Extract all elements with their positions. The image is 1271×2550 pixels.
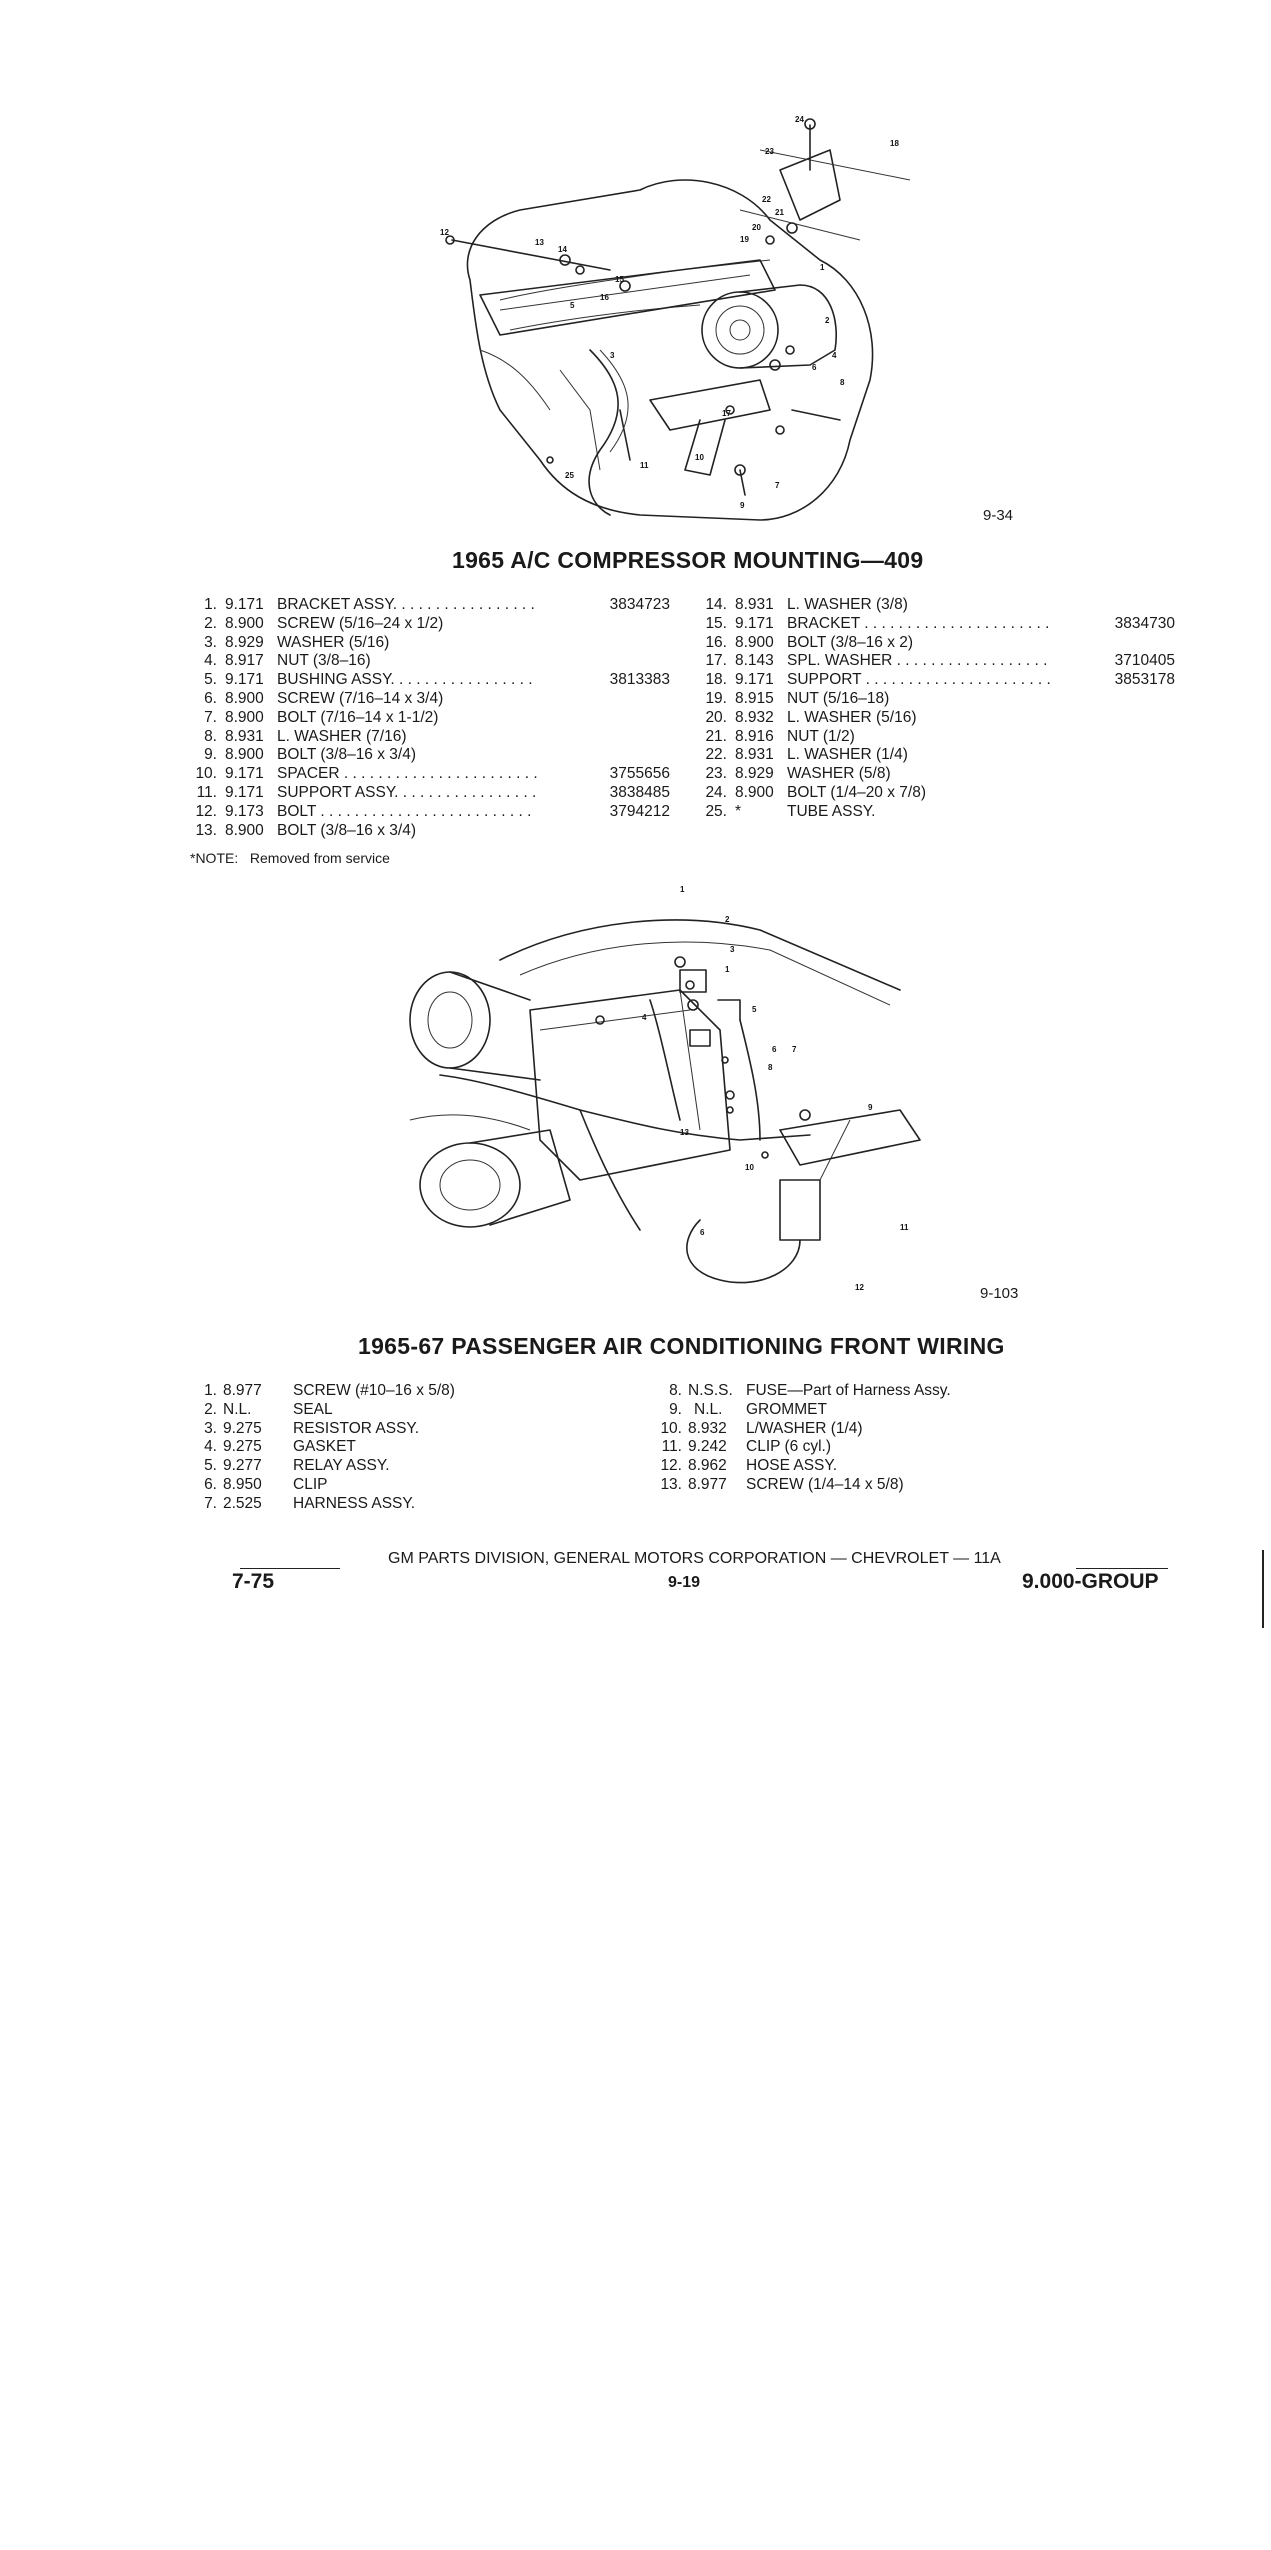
part-row: 16. 8.900 BOLT (3/8–16 x 2) <box>705 633 914 651</box>
part-row: 2. N.L. SEAL <box>204 1400 333 1418</box>
figure-ref-9-103: 9-103 <box>980 1285 1019 1302</box>
part-row: 14. 8.931 L. WASHER (3/8) <box>705 596 908 613</box>
parts-list-right-2 <box>650 1382 1090 1495</box>
part-row: 2. 8.900 SCREW (5/16–24 x 1/2) <box>204 614 444 632</box>
part-row: 11. 9.171 SUPPORT ASSY. . . . . . . . . . . . . . . . . 3838485 <box>196 783 670 801</box>
removed-from-service-note: *NOTE: Removed from service <box>190 850 390 866</box>
callout-1: 1 <box>820 263 825 272</box>
callout-2: 2 <box>825 316 830 325</box>
callout-w6a: 6 <box>772 1045 777 1054</box>
footer-date: 7-75 <box>232 1570 275 1593</box>
part-row: 6. 8.950 CLIP <box>204 1475 328 1493</box>
part-row: 4. 9.275 GASKET <box>204 1438 356 1456</box>
part-row: 9. 8.900 BOLT (3/8–16 x 3/4) <box>204 746 417 764</box>
callout-14: 14 <box>558 245 567 254</box>
part-row: 23. 8.929 WASHER (5/8) <box>705 765 891 783</box>
part-row: 8. N.S.S. FUSE—Part of Harness Assy. <box>669 1382 951 1399</box>
callout-7: 7 <box>775 481 780 490</box>
compressor-mounting-illustration <box>440 110 920 530</box>
footer-division: GM PARTS DIVISION, GENERAL MOTORS CORPORATION — CHEVROLET — 11A <box>388 1550 1001 1567</box>
part-row: 24. 8.900 BOLT (1/4–20 x 7/8) <box>705 783 927 801</box>
callout-13: 13 <box>535 238 544 247</box>
callout-w4: 4 <box>642 1013 647 1022</box>
callout-16: 16 <box>600 293 609 302</box>
part-row: 12. 8.962 HOSE ASSY. <box>660 1457 838 1475</box>
callout-w10: 10 <box>745 1163 754 1172</box>
callout-8: 8 <box>840 378 845 387</box>
callout-15: 15 <box>615 275 624 284</box>
callout-w7: 7 <box>792 1045 797 1054</box>
callout-20: 20 <box>752 223 761 232</box>
callout-w5: 5 <box>752 1005 757 1014</box>
part-row: 8. 8.931 L. WASHER (7/16) <box>204 727 407 745</box>
section-title-compressor-mounting: 1965 A/C COMPRESSOR MOUNTING—409 <box>452 547 924 573</box>
callout-10: 10 <box>695 453 704 462</box>
callout-w13: 13 <box>680 1128 689 1137</box>
callout-w1b: 1 <box>725 965 730 974</box>
parts-list-right-1 <box>695 596 1175 822</box>
part-row: 7. 2.525 HARNESS ASSY. <box>204 1494 416 1512</box>
part-row: 6. 8.900 SCREW (7/16–14 x 3/4) <box>204 689 444 707</box>
part-row: 17. 8.143 SPL. WASHER . . . . . . . . . . . . . . . . . . 3710405 <box>705 652 1175 670</box>
callout-22: 22 <box>762 195 771 204</box>
callout-w12: 12 <box>855 1283 864 1292</box>
part-row: 10. 9.171 SPACER . . . . . . . . . . . . . . . . . . . . . . . 3755656 <box>195 765 670 783</box>
callout-w11: 11 <box>900 1223 909 1232</box>
callout-9: 9 <box>740 501 745 510</box>
callout-6: 6 <box>812 363 817 372</box>
part-row: 21. 8.916 NUT (1/2) <box>705 727 855 745</box>
section-title-front-wiring: 1965-67 PASSENGER AIR CONDITIONING FRONT WIRING <box>358 1333 1005 1359</box>
footer-page-number: 9-19 <box>668 1574 701 1591</box>
part-row: 3. 8.929 WASHER (5/16) <box>204 633 390 651</box>
footer-rule-right <box>1076 1568 1168 1569</box>
callout-w6: 6 <box>700 1228 705 1237</box>
part-row: 4. 8.917 NUT (3/8–16) <box>204 652 371 670</box>
part-row: 19. 8.915 NUT (5/16–18) <box>705 689 890 707</box>
callout-5: 5 <box>570 301 575 310</box>
part-row: 18. 9.171 SUPPORT . . . . . . . . . . . . . . . . . . . . . . 3853178 <box>705 671 1175 689</box>
callout-18: 18 <box>890 139 899 148</box>
callout-12: 12 <box>440 228 449 237</box>
callout-17: 17 <box>722 409 731 418</box>
callout-w1: 1 <box>680 885 685 894</box>
part-row: 5. 9.171 BUSHING ASSY. . . . . . . . . . . . . . . . . 3813383 <box>204 671 670 689</box>
part-row: 10. 8.932 L/WASHER (1/4) <box>660 1419 863 1437</box>
parts-list-left-2 <box>185 1382 685 1514</box>
callout-25: 25 <box>565 471 574 480</box>
callout-23: 23 <box>765 147 774 156</box>
callout-19: 19 <box>740 235 749 244</box>
part-row: 11. 9.242 CLIP (6 cyl.) <box>661 1438 831 1456</box>
part-row: 25. * TUBE ASSY. <box>705 802 876 820</box>
part-row: 9. N.L. GROMMET <box>669 1400 827 1418</box>
footer-rule-left <box>240 1568 340 1569</box>
callout-w2: 2 <box>725 915 730 924</box>
callout-11: 11 <box>640 461 649 470</box>
part-row: 13. 8.900 BOLT (3/8–16 x 3/4) <box>195 821 417 839</box>
part-row: 22. 8.931 L. WASHER (1/4) <box>705 746 908 764</box>
part-row: 12. 9.173 BOLT . . . . . . . . . . . . . . . . . . . . . . . . . 3794212 <box>195 802 670 820</box>
part-row: 1. 8.977 SCREW (#10–16 x 5/8) <box>204 1382 455 1399</box>
part-row: 20. 8.932 L. WASHER (5/16) <box>705 708 917 726</box>
scan-edge-mark <box>1262 1550 1264 1628</box>
callout-3: 3 <box>610 351 615 360</box>
part-row: 3. 9.275 RESISTOR ASSY. <box>204 1419 420 1437</box>
front-wiring-illustration <box>380 880 940 1310</box>
part-row: 15. 9.171 BRACKET . . . . . . . . . . . . . . . . . . . . . . 3834730 <box>705 614 1175 632</box>
callout-4: 4 <box>832 351 837 360</box>
figure-ref-9-34: 9-34 <box>983 507 1014 524</box>
callout-w9: 9 <box>868 1103 873 1112</box>
part-row: 7. 8.900 BOLT (7/16–14 x 1-1/2) <box>204 708 439 726</box>
callout-w3: 3 <box>730 945 735 954</box>
parts-list-left-1 <box>185 596 675 840</box>
callout-24: 24 <box>795 115 804 124</box>
callout-21: 21 <box>775 208 784 217</box>
part-row: 5. 9.277 RELAY ASSY. <box>204 1457 390 1475</box>
part-row: 13. 8.977 SCREW (1/4–14 x 5/8) <box>660 1475 904 1493</box>
footer-group: 9.000-GROUP <box>1022 1570 1159 1593</box>
callout-w8: 8 <box>768 1063 773 1072</box>
part-row: 1. 9.171 BRACKET ASSY. . . . . . . . . . . . . . . . . 3834723 <box>204 596 670 613</box>
